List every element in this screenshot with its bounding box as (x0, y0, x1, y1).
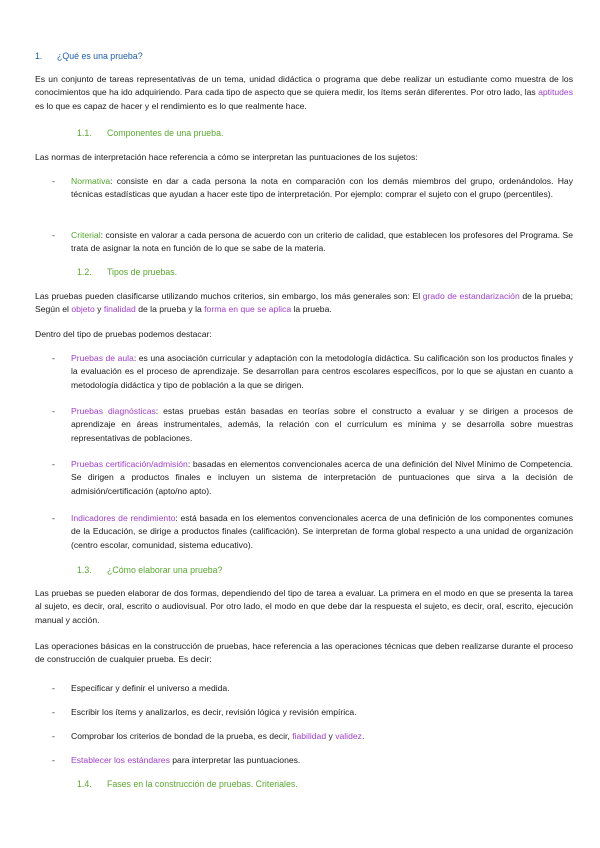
heading-title: ¿Cómo elaborar una prueba? (107, 565, 223, 575)
bullet-dash: - (52, 683, 55, 693)
text-run: : basadas en elementos convencionales acerca de una definición del Nivel Mínimo de Competencia. Se dirigen a productos finales e incluyen un sistema de interpretación de puntuaciones que sirva a la decisión de admisión/certificación (apto/no apto). (71, 459, 573, 496)
paragraph-operaciones: Las operaciones básicas en la construcción de pruebas, hace referencia a las operaciones técnicas que deben realizarse durante el proceso de construcción de cualquier prueba. Es decir: (35, 641, 573, 665)
heading-number: 1.3. (77, 565, 92, 575)
highlight-aptitudes: aptitudes (538, 87, 573, 98)
paragraph-elaborar: Las pruebas se pueden elaborar de dos formas, dependiendo del tipo de tarea a evaluar. La primera en el modo en que se presenta la tarea al sujeto, es decir, oral, escrito o audiovisual. Por otro lado, el modo en que debe dar la respuesta el sujeto, es decir, oral, escrito, ejecución manual y acción. (35, 588, 573, 625)
highlight-objeto: objeto (71, 304, 95, 315)
bullet-dash: - (52, 731, 55, 741)
list-item-op1: Especificar y definir el universo a medida. (71, 683, 230, 693)
bullet-dash: - (52, 406, 55, 416)
heading-1 (35, 50, 143, 64)
highlight-estandares: Establecer los estándares (71, 755, 170, 765)
list-item-op3 (71, 730, 573, 743)
text-run: de la prueba; Según el (35, 291, 574, 315)
term-diagnosticas: Pruebas diagnósticas (71, 406, 156, 416)
bullet-dash: - (52, 176, 55, 186)
text-run: la prueba. (291, 304, 332, 315)
list-item-aula (71, 352, 573, 392)
heading-title: ¿Qué es una prueba? (57, 51, 143, 61)
highlight-validez: validez (335, 731, 362, 741)
heading-number: 1.1. (77, 128, 92, 138)
heading-number: 1. (35, 51, 43, 61)
term-indicadores: Indicadores de rendimiento (71, 513, 176, 523)
highlight-fiabilidad: fiabilidad (292, 731, 327, 741)
bullet-dash: - (52, 353, 55, 363)
text-run: de la prueba y la (135, 304, 205, 315)
term-aula: Pruebas de aula (71, 353, 134, 363)
list-item-indicadores (71, 512, 573, 552)
term-criterial: Criterial (71, 230, 101, 240)
bullet-dash: - (52, 513, 55, 523)
bullet-dash: - (52, 459, 55, 469)
heading-1-2 (77, 266, 177, 280)
heading-1-1 (77, 127, 223, 141)
term-normativa: Normativa (71, 176, 111, 186)
bullet-dash: - (52, 755, 55, 765)
heading-title: Componentes de una prueba. (107, 128, 224, 138)
text-run: Es un conjunto de tareas representativas de un tema, unidad didáctica o programa que debe realizar un estudiante como muestra de los conocimientos que ha ido adquiriendo. Para cada tipo de aspecto que se quiera medir, los ítems serán diferentes. Por otro lado, las (35, 74, 573, 98)
list-item-op4 (71, 754, 573, 767)
list-item-diagnosticas (71, 405, 573, 445)
heading-title: Fases en la construcción de pruebas. Criteriales. (107, 779, 298, 789)
highlight-finalidad: finalidad (103, 304, 136, 315)
text-run: : está basada en los elementos convencionales acerca de una definición de los componentes comunes de la Educación, se dirige a productos finales (calificación). Se interpretan de forma global respecto a una unidad de organización (centro escolar, comunidad, sistema educativo). (71, 513, 573, 550)
paragraph-destacar: Dentro del tipo de pruebas podemos destacar: (35, 329, 212, 339)
text-run: : es una asociación curricular y adaptación con la metodología didáctica. Su calificación son los productos finales y la evaluación es el proceso de aprendizaje. Se desarrollan para centros escolares específicos, por lo que se ajustan en cuanto a metodología didáctica y tipo de población a la que se dirigen. (71, 353, 574, 390)
list-item-normativa (71, 175, 573, 202)
bullet-dash: - (52, 230, 55, 240)
term-certificacion: Pruebas certificación/admisión (71, 459, 188, 469)
heading-title: Tipos de pruebas. (107, 267, 178, 277)
heading-1-3 (77, 564, 222, 578)
list-item-criterial (71, 229, 573, 256)
heading-1-4 (77, 778, 298, 792)
paragraph-normas: Las normas de interpretación hace referencia a cómo se interpretan las puntuaciones de los sujetos: (35, 152, 418, 162)
bullet-dash: - (52, 707, 55, 717)
paragraph-definition (35, 73, 573, 113)
heading-number: 1.4. (77, 779, 92, 789)
text-run: : consiste en dar a cada persona la nota en comparación con los demás miembros del grupo, ordenándolos. Hay técnicas estadísticas que ayudan a hacer este tipo de interpretación. Por ejemplo: comprar el sujeto con el grupo (percentiles). (71, 176, 573, 200)
text-run: Comprobar los criterios de bondad de la prueba, es decir, (71, 731, 293, 741)
highlight-forma: forma en que se aplica (204, 304, 292, 315)
text-run: es lo que es capaz de hacer y el rendimiento es lo que realmente hace. (35, 100, 307, 111)
paragraph-clasificacion (35, 290, 573, 317)
highlight-grado: grado de estandarización (422, 291, 520, 301)
text-run: : consiste en valorar a cada persona de acuerdo con un criterio de calidad, que establecen los profesores del Programa. Se trata de asignar la nota en función de lo que se sabe de la materia. (71, 230, 573, 254)
text-run: Las pruebas pueden clasificarse utilizando muchos criterios, sin embargo, los más generales son: El (35, 291, 423, 301)
list-item-op2: Escribir los ítems y analizarlos, es decir, revisión lógica y revisión empírica. (71, 707, 357, 717)
text-run: y (326, 731, 336, 741)
text-run: : estas pruebas están basadas en teorías sobre el constructo a evaluar y se dirigen a procesos de aprendizaje en áreas instrumentales, además, la relación con el currículum es mínima y se desarrolla sobre muestras representativas de poblaciones. (71, 406, 573, 443)
heading-number: 1.2. (77, 267, 92, 277)
list-item-certificacion (71, 458, 573, 498)
text-run: para interpretar las puntuaciones. (169, 755, 301, 765)
text-run: y (94, 304, 104, 315)
text-run: . (361, 731, 365, 741)
